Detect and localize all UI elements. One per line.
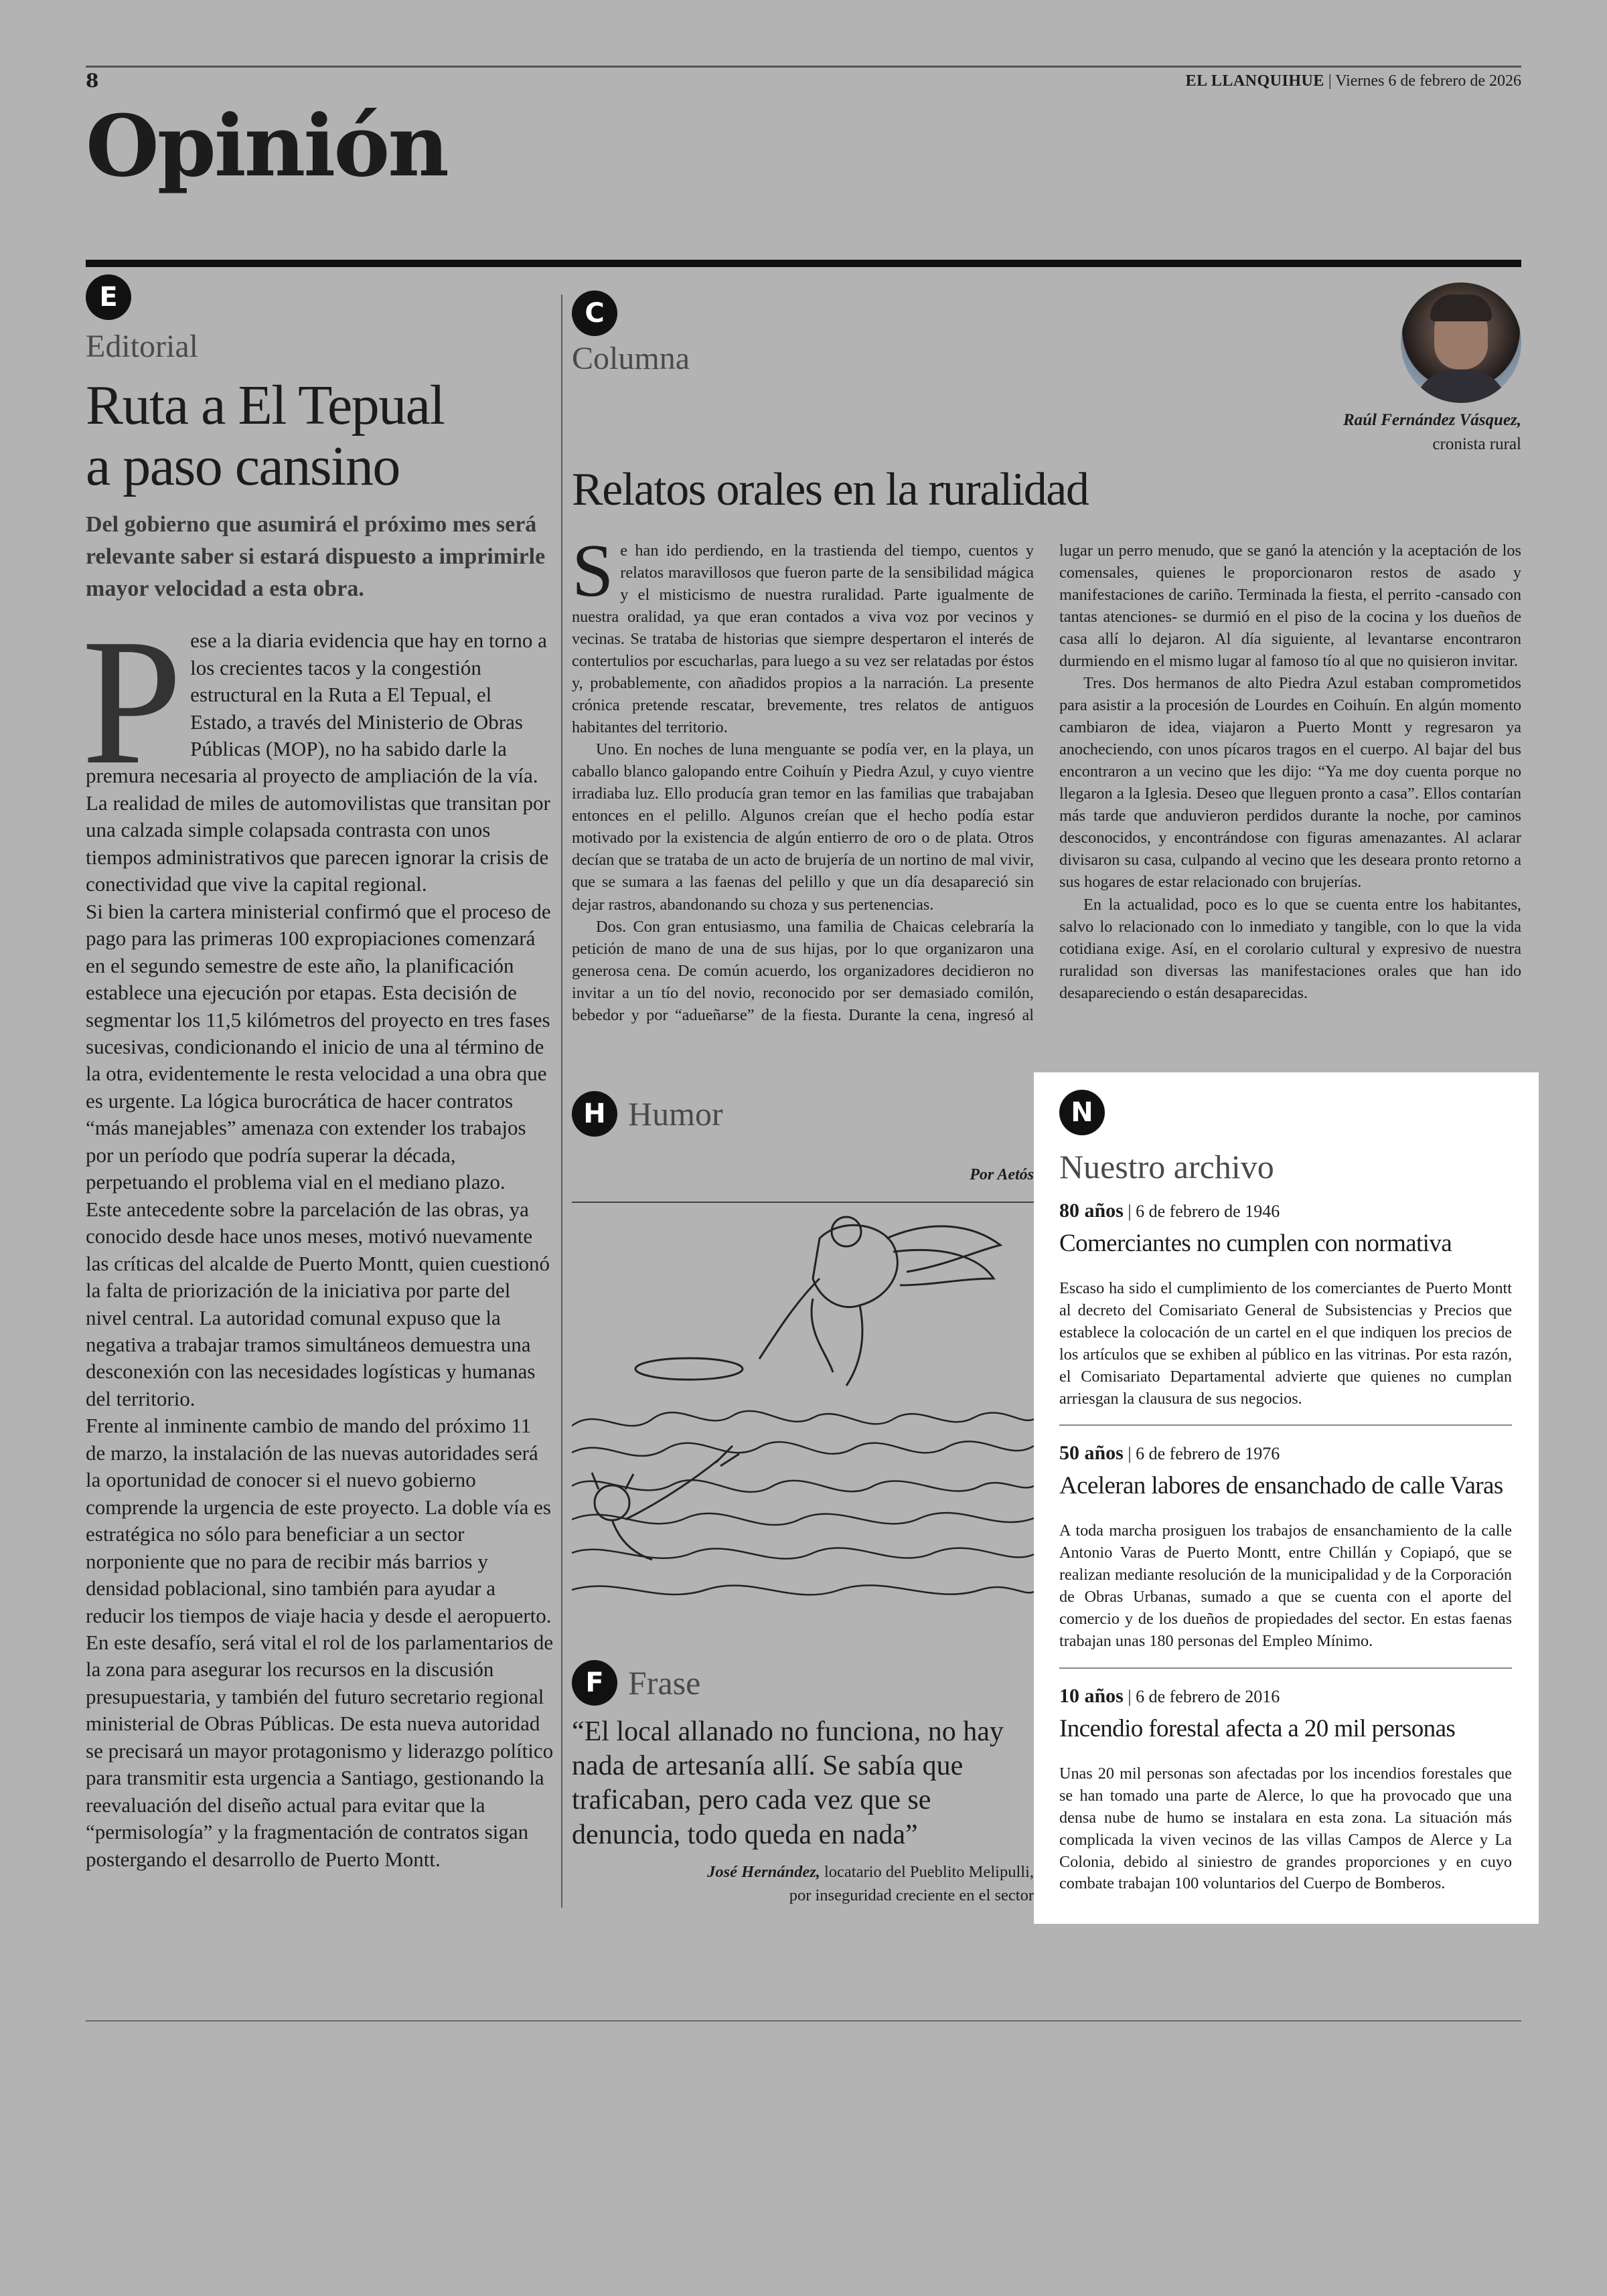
- archive-entry-title: Aceleran labores de ensanchado de calle Varas: [1059, 1472, 1503, 1500]
- cartoon-angel: [759, 1217, 1000, 1386]
- top-rule: [86, 66, 1521, 68]
- columna-body: [572, 529, 1521, 1055]
- archive-entry-years: 80 años: [1059, 1200, 1124, 1222]
- editorial-article: [82, 274, 554, 1873]
- archive-entry-text: Unas 20 mil personas son afectadas por los incendios forestales que se han tomado una parte de Alerce, lo que ha provocado que una densa nube de humo se instalara en esta zona. La situación más complicada la viven vecinos de las villas Campos de Alerce y La Colonia, debido al siniestro de grandes proporciones y en cuyo combate trabajan 100 voluntarios del Cuerpo de Bomberos.: [1059, 1764, 1512, 1893]
- editorial-headline-line2: a paso cansino: [86, 434, 400, 497]
- frase-section: [572, 1660, 1034, 1908]
- newspaper-name: EL LLANQUIHUE: [1185, 72, 1324, 90]
- humor-header: [572, 1091, 723, 1137]
- editorial-deck: Del gobierno que asumirá el próximo mes será relevante saber si estará dispuesto a imprimirle mayor velocidad a esta obra.: [86, 512, 546, 601]
- author-photo: [1401, 282, 1521, 403]
- columna-header: [572, 291, 690, 377]
- editorial-paragraph: Frente al inminente cambio de mando del próximo 11 de marzo, la instalación de las nuevas autoridades será la oportunidad de conocer si el nuevo gobierno comprende la urgencia de este proyecto. La doble vía es estratégica no sólo para beneficiar a un sector norponiente que no para de recibir más barrios y densidad poblacional, sino también para ayudar a reducir los tiempos de viaje hacia y desde el aeropuerto.: [86, 1414, 552, 1627]
- archive-entry-meta: 50 años | 6 de febrero de 1976: [1059, 1442, 1280, 1465]
- masthead-separator: |: [1328, 72, 1336, 90]
- section-title: Opinión: [86, 96, 447, 195]
- editorial-paragraph: ese a la diaria evidencia que hay en torno a los crecientes tacos y la congestión estructural en la Ruta a El Tepual, el Estado, a través del Ministerio de Obras Públicas (MOP), no ha sabido darle la premura necesaria al proyecto de ampliación de la vía. La realidad de miles de automovilistas que transitan por una calzada simple colapsada contrasta con unos tiempos administrativos que parecen ignorar la crisis de conectividad que vive la capital regional.: [86, 629, 550, 896]
- humor-kicker: Humor: [628, 1095, 723, 1133]
- frase-badge: F: [572, 1660, 617, 1706]
- archive-entry-title: Comerciantes no cumplen con normativa: [1059, 1230, 1452, 1257]
- archive-entry-date: 6 de febrero de 2016: [1136, 1686, 1280, 1706]
- section-rule: [86, 260, 1521, 267]
- frase-source-name: José Hernández,: [707, 1862, 820, 1881]
- columna-paragraph: e han ido perdiendo, en la trastienda del tiempo, cuentos y relatos maravillosos que fueron parte de la sensibilidad mágica y el misticismo de nuestra ruralidad. Parte igualmente de nuestra oralidad, ya que eran contados a viva voz por vecinos y vecinas. Se trataba de historias que siempre despertaron el interés de contertulios por escucharlas, para luego a su vez ser relatadas por éstos y, probablemente, con añadidos propios a la narración. La presente crónica pretende rescatar, brevemente, tres relatos de antiguos habitantes del territorio.: [572, 542, 1034, 737]
- archive-entry: [1059, 1667, 1512, 1895]
- editorial-headline: [86, 376, 554, 497]
- cartoon-sea: [572, 1411, 1034, 1595]
- author-role: cronista rural: [1432, 435, 1521, 454]
- archive-entry-years: 10 años: [1059, 1684, 1124, 1707]
- columna-badge: C: [572, 291, 617, 336]
- humor-badge: H: [572, 1091, 617, 1137]
- columna-kicker: Columna: [572, 341, 690, 376]
- columna-paragraph: Tres. Dos hermanos de alto Piedra Azul estaban comprometidos para asistir a la procesión de Lourdes en Coihuín. En algún momento cambiaron de idea, viajaron a Puerto Montt y regresaron ya anocheciendo, con unos pícaros tragos en el cuerpo. Al bajar del bus encontraron a un vecino que les dijo: “Ya me doy cuenta porque no llegaron a la Iglesia. Deseo que lleguen pronto a casa”. Ellos contarían más tarde que anduvieron perdidos durante la noche, por caminos desconocidos, y encontrándose con figuras amenazantes. Al aclarar divisaron su casa, culpando al vecino que les deseara pronto retorno a sus hogares de estar relacionado con brujerías.: [1059, 674, 1521, 892]
- archive-entry-date: 6 de febrero de 1976: [1136, 1444, 1280, 1464]
- columna-paragraph: En la actualidad, poco es lo que se cuenta entre los habitantes, salvo lo relacionado con lo inmediato y tangible, con lo que la vida cotidiana exige. Así, en el corolario cultural y expresivo de nuestra ruralidad son diversas las manifestaciones orales que han ido desapareciendo o están desaparecidas.: [1059, 895, 1521, 1002]
- author-name: Raúl Fernández Vásquez,: [1343, 411, 1521, 429]
- cartoon-halo: [635, 1358, 743, 1380]
- bottom-rule: [86, 2020, 1521, 2022]
- editorial-body: [82, 602, 554, 1873]
- editorial-drop-cap: P: [82, 602, 183, 803]
- archive-badge: N: [1059, 1090, 1105, 1135]
- archive-entry-date: 6 de febrero de 1946: [1136, 1202, 1280, 1221]
- columna-headline: Relatos orales en la ruralidad: [572, 464, 1089, 515]
- archive-header: [1059, 1090, 1512, 1186]
- archive-entry-meta: 10 años | 6 de febrero de 2016: [1059, 1684, 1280, 1707]
- page-number: 8: [86, 70, 99, 92]
- editorial-kicker: Editorial: [86, 329, 198, 364]
- frase-source-line1: locatario del Pueblito Melipulli,: [824, 1862, 1034, 1881]
- editorial-paragraph: En este desafío, será vital el rol de los parlamentarios de la zona para asegurar los recursos en la discusión presupuestaria, y también del futuro secretario regional ministerial de Obras Públicas. De esta nueva autoridad se precisará un mayor protagonismo y liderazgo político para transmitir esta urgencia a Santiago, gestionando la reevaluación del diseño actual para evitar que la “permisología” y la fragmentación de contratos sigan postergando el desarrollo de Puerto Montt.: [86, 1630, 554, 1871]
- columna-paragraph: Dos. Con gran entusiasmo, una familia de Chaicas celebraría la petición de mano de una de sus hijas, por lo que organizaron una generosa cena. De común acuerdo, los organizadores decidieron no invitar a un tío del novio, reconocido por ser demasiado comilón, bebedor y por “adueñarse” de la fiesta. Durante la cena, ingresó al lugar un perro menudo, que se ganó la atención y la aceptación de los comensales, quienes le proporcionaron restos de asado y manifestaciones de cariño. Terminada la fiesta, el perrito -cansado con tantas atenciones- se durmió en el piso de la cocina y los dueños de casa allí lo dejaron. Al día siguiente, al levantarse encontraron durmiendo en el mismo lugar al famoso tío al que no quisieron invitar.: [572, 542, 1521, 1024]
- humor-rule: [572, 1202, 1034, 1203]
- archive-entry: [1059, 1186, 1512, 1410]
- frase-kicker: Frase: [628, 1664, 701, 1702]
- frase-attribution: [572, 1860, 1034, 1908]
- frase-header: [572, 1660, 1034, 1706]
- cartoon-devil: [592, 1446, 739, 1560]
- frase-source-line2: por inseguridad creciente en el sector: [789, 1886, 1034, 1905]
- archive-entry-text: A toda marcha prosiguen los trabajos de ensanchamiento de la calle Antonio Varas de Puerto Montt, entre Chillán y Copiapó, que se realizan mediante resolución de la municipalidad y de la Corporación de Obras Urbanas, sumado a que se cuenta con el aporte del comercio y de los dueños de propiedades del sector. En estas faenas trabajan unas 180 personas del Empleo Mínimo.: [1059, 1522, 1512, 1650]
- cartoon-credit: Por Aetós: [970, 1166, 1034, 1183]
- masthead: [1186, 72, 1521, 90]
- editorial-headline-line1: Ruta a El Tepual: [86, 374, 445, 436]
- editorial-paragraph: Este antecedente sobre la parcelación de las obras, ya conocido desde hace unos meses, motivó nuevamente las críticas del alcalde de Puerto Montt, quien cuestionó la falta de priorización de la iniciativa por parte del nivel central. La autoridad comunal expuso que la negativa a trabajar tramos simultáneos demuestra una desconexión con las necesidades logísticas y humanas del territorio.: [86, 1197, 550, 1410]
- editorial-paragraph: Si bien la cartera ministerial confirmó que el proceso de pago para las primeras 100 expropiaciones comenzará en el segundo semestre de este año, la planificación establece una ejecución por etapas. Esta decisión de segmentar los 11,5 kilómetros del proyecto en tres fases sucesivas, condicionando el inicio de una al término de la otra, evidentemente le resta velocidad a una obra que es urgente. La lógica burocrática de hacer contratos “más manejables” amenaza con extender los trabajos por un período que podría superar la década, perpetuando el problema vial en el mediano plazo.: [86, 899, 551, 1194]
- archive-entry: [1059, 1424, 1512, 1652]
- archive-entry-years: 50 años: [1059, 1442, 1124, 1465]
- archive-kicker: Nuestro archivo: [1059, 1148, 1274, 1185]
- archive-box: [1034, 1072, 1539, 1924]
- issue-date: Viernes 6 de febrero de 2026: [1335, 72, 1521, 90]
- archive-entry-meta: 80 años | 6 de febrero de 1946: [1059, 1200, 1280, 1222]
- archive-entry-title: Incendio forestal afecta a 20 mil personas: [1059, 1714, 1456, 1742]
- editorial-badge: E: [86, 274, 131, 320]
- frase-quote: “El local allanado no funciona, no hay nada de artesanía allí. Se sabía que traficaban, pero cada vez que se denuncia, todo queda en nada”: [572, 1716, 1004, 1850]
- cartoon-illustration: [572, 1205, 1034, 1633]
- archive-entry-text: Escaso ha sido el cumplimiento de los comerciantes de Puerto Montt al decreto del Comisariato General de Subsistencias y Precios que establece la colocación de un cartel en el que indiquen los precios de los artículos que se exhiben al público en las vitrinas. Por esta razón, el Comisariato Departamental advierte que quienes no cumplan arriesgan la clausura de sus negocios.: [1059, 1279, 1512, 1408]
- column-divider: [561, 295, 562, 1908]
- columna-paragraph: Uno. En noches de luna menguante se podía ver, en la playa, un caballo blanco galopando entre Coihuín y Piedra Azul, y cuyo vientre irradiaba luz. Ello producía gran temor en las familias que trabajaban entonces en el pelillo. Algunos creían que el hecho podía estar motivado por la existencia de algún entierro de oro o de plata. Otros decían que se trataba de un acto de brujería de un nortino de mal vivir, que se sumara a las faenas del pelillo y que un día desapareció sin dejar rastros, abandonando su choza y sus pertenencias.: [572, 740, 1034, 914]
- columna-drop-cap: S: [572, 529, 614, 612]
- columna-byline: [1343, 408, 1521, 457]
